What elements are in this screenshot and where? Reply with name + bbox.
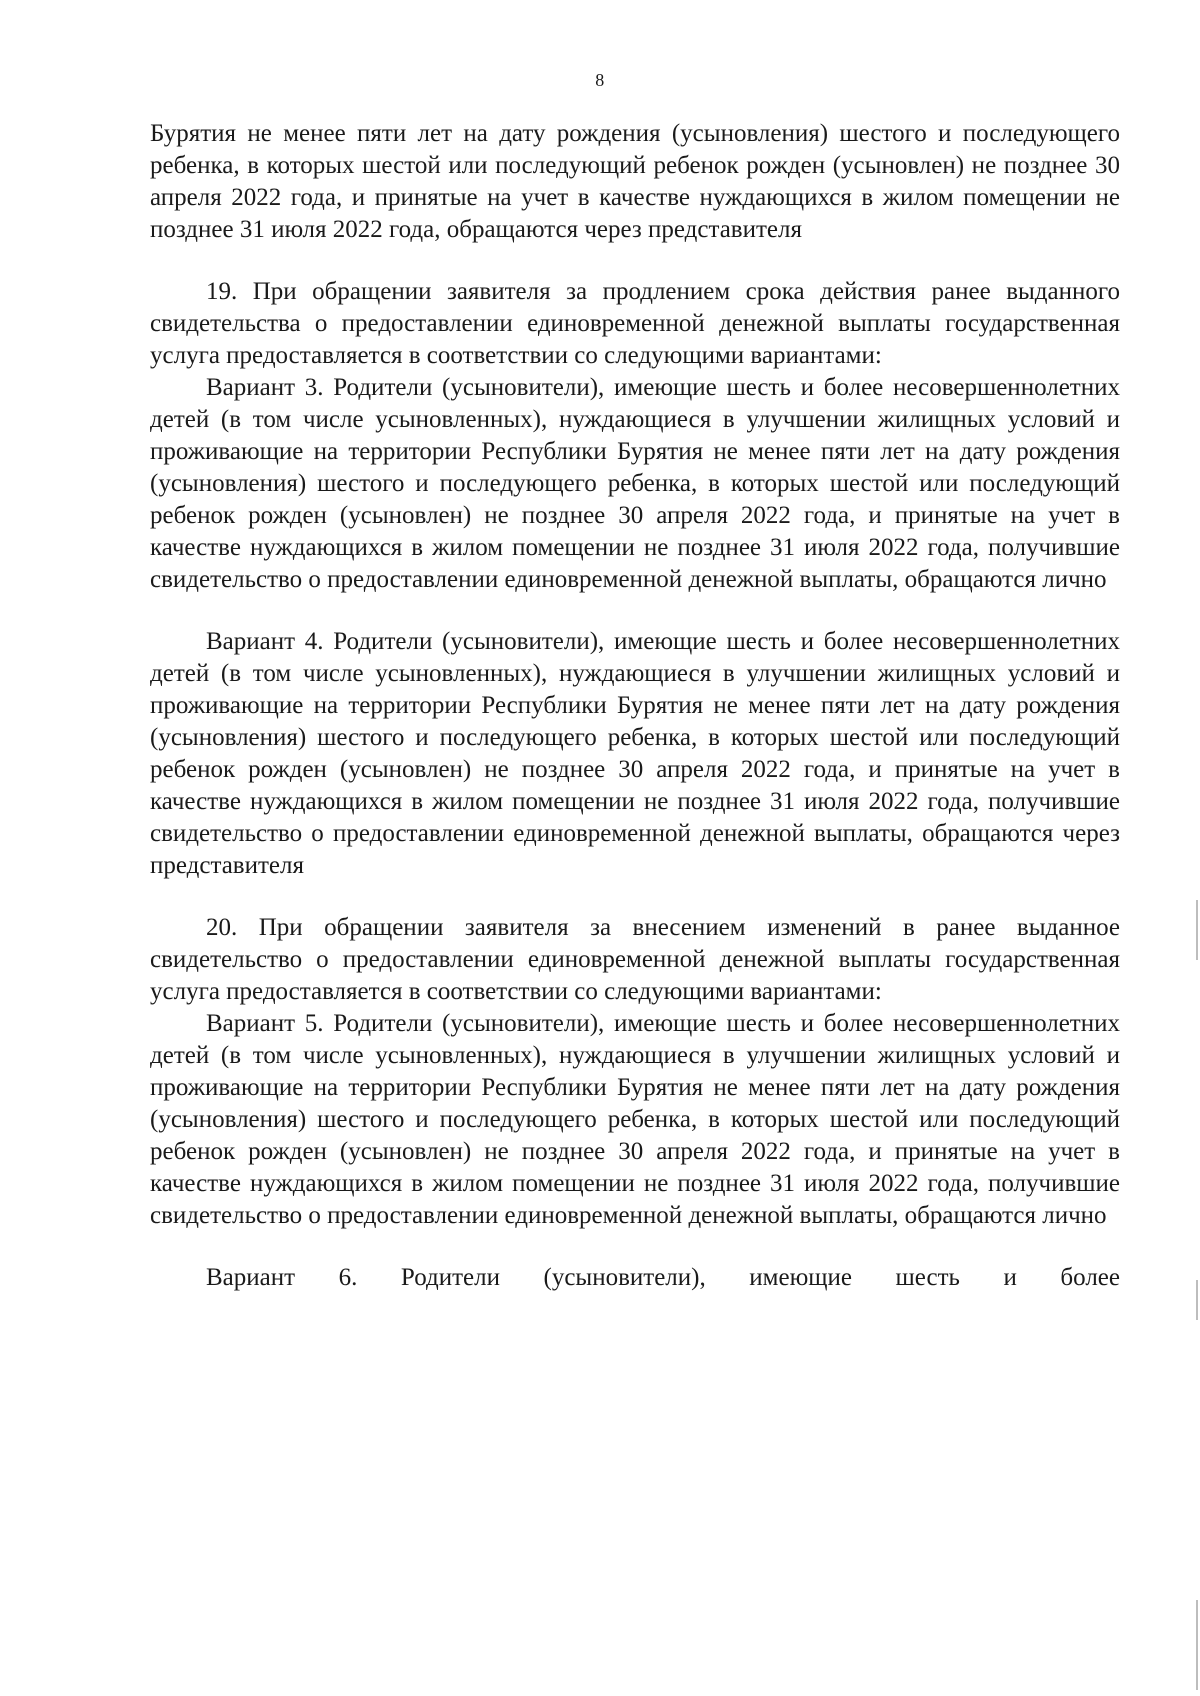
scan-edge-mark <box>1196 1280 1198 1320</box>
paragraph-variant-5: Вариант 5. Родители (усыновители), имеющие шесть и более несовершеннолетних детей (в том числе усыновленных), нуждающиеся в улучшении жилищных условий и проживающие на территории Республики Бурятия не менее пяти лет на дату рождения (усыновления) шестого и последующего ребенка, в которых шестой или последующий ребенок рожден (усыновлен) не позднее 30 апреля 2022 года, и принятые на учет в качестве нуждающихся в жилом помещении не позднее 31 июля 2022 года, получившие свидетельство о предоставлении единовременной денежной выплаты, обращаются лично <box>150 1010 1120 1229</box>
document-body <box>150 118 1120 1294</box>
paragraph-variant-3: Вариант 3. Родители (усыновители), имеющие шесть и более несовершеннолетних детей (в том числе усыновленных), нуждающиеся в улучшении жилищных условий и проживающие на территории Республики Бурятия не менее пяти лет на дату рождения (усыновления) шестого и последующего ребенка, в которых шестой или последующий ребенок рожден (усыновлен) не позднее 30 апреля 2022 года, и принятые на учет в качестве нуждающихся в жилом помещении не позднее 31 июля 2022 года, получившие свидетельство о предоставлении единовременной денежной выплаты, обращаются лично <box>150 374 1120 593</box>
paragraph-gap <box>150 596 1120 626</box>
paragraph-item-20: 20. При обращении заявителя за внесением изменений в ранее выданное свидетельство о предоставлении единовременной денежной выплаты государственная услуга предоставляется в соответствии со следующими вариантами: <box>150 914 1120 1005</box>
paragraph-variant-6: Вариант 6. Родители (усыновители), имеющие шесть и более <box>206 1264 1120 1291</box>
scan-edge-mark <box>1196 1600 1198 1690</box>
scan-edge-mark <box>1196 900 1198 960</box>
paragraph-gap <box>150 1232 1120 1262</box>
paragraph-continuation: Бурятия не менее пяти лет на дату рождения (усыновления) шестого и последующего ребенка, в которых шестой или последующий ребенок рожден (усыновлен) не позднее 30 апреля 2022 года, и принятые на учет в качестве нуждающихся в жилом помещении не позднее 31 июля 2022 года, обращаются через представителя <box>150 120 1120 243</box>
paragraph-gap <box>150 882 1120 912</box>
page-number: 8 <box>595 70 605 90</box>
paragraph-gap <box>150 246 1120 276</box>
paragraph-item-19: 19. При обращении заявителя за продлением срока действия ранее выданного свидетельства о предоставлении единовременной денежной выплаты государственная услуга предоставляется в соответствии со следующими вариантами: <box>150 278 1120 369</box>
paragraph-variant-4: Вариант 4. Родители (усыновители), имеющие шесть и более несовершеннолетних детей (в том числе усыновленных), нуждающиеся в улучшении жилищных условий и проживающие на территории Республики Бурятия не менее пяти лет на дату рождения (усыновления) шестого и последующего ребенка, в которых шестой или последующий ребенок рожден (усыновлен) не позднее 30 апреля 2022 года, и принятые на учет в качестве нуждающихся в жилом помещении не позднее 31 июля 2022 года, получившие свидетельство о предоставлении единовременной денежной выплаты, обращаются через представителя <box>150 628 1120 879</box>
